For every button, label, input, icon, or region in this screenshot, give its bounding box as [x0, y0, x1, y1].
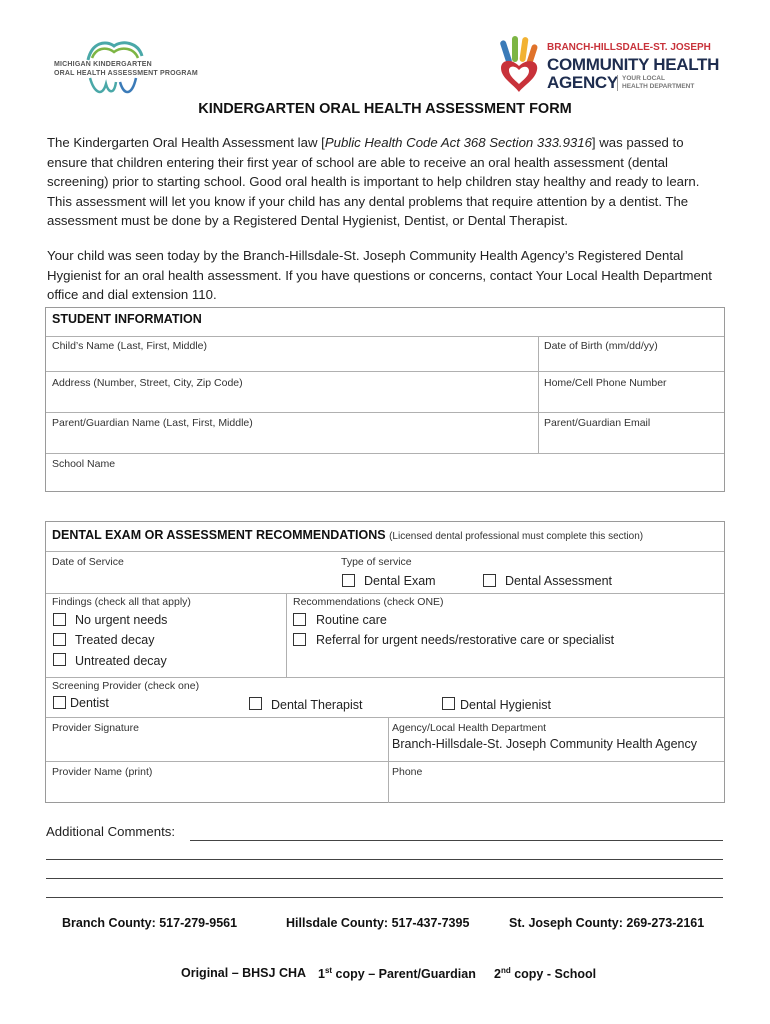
- provider-phone-field[interactable]: Phone: [392, 766, 423, 778]
- dental-assessment-label: Dental Assessment: [505, 574, 612, 588]
- dentist-label: Dentist: [70, 696, 109, 710]
- student-info-heading: STUDENT INFORMATION: [52, 312, 202, 326]
- copy-original: Original – BHSJ CHA: [181, 966, 307, 980]
- dental-exam-section: [45, 521, 725, 803]
- provider-name-field[interactable]: Provider Name (print): [52, 766, 153, 778]
- logo-program-line1: MICHIGAN KINDERGARTEN: [54, 61, 152, 68]
- copy2-text: copy - School: [510, 967, 597, 982]
- school-name-field[interactable]: School Name: [52, 458, 116, 470]
- student-information-section: [45, 307, 725, 492]
- michigan-program-logo: [48, 36, 198, 102]
- untreated-decay-checkbox[interactable]: [53, 653, 66, 666]
- screening-provider-label: Screening Provider (check one): [52, 680, 200, 692]
- agency-label: Agency/Local Health Department: [392, 722, 547, 734]
- comments-line-4[interactable]: [46, 897, 723, 898]
- logo-program-line2: ORAL HEALTH ASSESSMENT PROGRAM: [54, 70, 198, 77]
- referral-checkbox[interactable]: [293, 633, 306, 646]
- agency-tag-line1: YOUR LOCAL: [622, 75, 665, 82]
- date-of-service-field[interactable]: Date of Service: [52, 556, 124, 568]
- dental-exam-checkbox[interactable]: [342, 574, 355, 587]
- comments-line-1[interactable]: [190, 840, 723, 841]
- provider-signature-field[interactable]: Provider Signature: [52, 722, 139, 734]
- copy-first: [318, 966, 476, 981]
- dental-hygienist-checkbox[interactable]: [442, 697, 455, 710]
- dental-exam-label: Dental Exam: [364, 574, 436, 588]
- dental-therapist-checkbox[interactable]: [249, 697, 262, 710]
- page-title: KINDERGARTEN ORAL HEALTH ASSESSMENT FORM: [198, 101, 572, 117]
- copy1-num: 1: [318, 967, 325, 982]
- dental-heading-note: (Licensed dental professional must complete this section): [389, 531, 644, 542]
- copy2-num: 2: [494, 967, 501, 982]
- hand-logo-icon: [495, 34, 545, 96]
- no-urgent-needs-checkbox[interactable]: [53, 613, 66, 626]
- comments-line-2[interactable]: [46, 859, 723, 860]
- intro-p1-start: The Kindergarten Oral Health Assessment law [: [47, 135, 325, 150]
- tooth-logo-icon: [48, 36, 188, 102]
- phone-number-field[interactable]: Home/Cell Phone Number: [544, 377, 667, 389]
- intro-paragraph-1: [47, 133, 719, 231]
- intro-p1-end: ] was passed to ensure that children entering their first year of school are able to receive an oral health assessment (dental screening) prior to starting school. Good oral health is important to help children stay healthy and ready to learn. This assessment will let you know if your child has any dental problems that require attention by a dentist. The assessment must be done by a Registered Dental Hygienist, Dentist, or Dental Therapist.: [47, 135, 700, 228]
- agency-tag-line2: HEALTH DEPARTMENT: [622, 83, 695, 90]
- comments-line-3[interactable]: [46, 878, 723, 879]
- type-of-service-label: Type of service: [341, 556, 412, 568]
- dentist-checkbox[interactable]: [53, 696, 66, 709]
- additional-comments-label: Additional Comments:: [46, 824, 176, 839]
- no-urgent-needs-label: No urgent needs: [75, 613, 168, 627]
- child-name-field[interactable]: Child’s Name (Last, First, Middle): [52, 340, 208, 352]
- copy1-sup: st: [324, 966, 333, 975]
- parent-email-field[interactable]: Parent/Guardian Email: [544, 417, 651, 429]
- date-of-birth-field[interactable]: Date of Birth (mm/dd/yy): [544, 340, 658, 352]
- findings-label: Findings (check all that apply): [52, 596, 191, 608]
- agency-value: Branch-Hillsdale-St. Joseph Community Health Agency: [392, 737, 697, 751]
- copy-second: [494, 966, 596, 981]
- stjoseph-county-phone: St. Joseph County: 269-273-2161: [509, 916, 705, 930]
- dental-hygienist-label: Dental Hygienist: [460, 698, 552, 712]
- address-field[interactable]: Address (Number, Street, City, Zip Code): [52, 377, 243, 389]
- untreated-decay-label: Untreated decay: [75, 654, 167, 668]
- agency-logo: [495, 34, 720, 96]
- hillsdale-county-phone: Hillsdale County: 517-437-7395: [286, 916, 470, 930]
- dental-exam-heading: [52, 528, 643, 542]
- dental-therapist-label: Dental Therapist: [271, 698, 363, 712]
- copy1-text: copy – Parent/Guardian: [332, 967, 476, 982]
- branch-county-phone: Branch County: 517-279-9561: [62, 916, 238, 930]
- parent-name-field[interactable]: Parent/Guardian Name (Last, First, Middle): [52, 417, 253, 429]
- copy2-sup: nd: [500, 966, 511, 975]
- agency-logo-top: BRANCH-HILLSDALE-ST. JOSEPH: [547, 42, 711, 53]
- agency-logo-bot: AGENCY: [547, 73, 618, 92]
- intro-paragraph-2: Your child was seen today by the Branch-Hillsdale-St. Joseph Community Health Agency’s Registered Dental Hygienist for an oral health assessment. If you have questions or concerns, contact Your Local Health Department office and dial extension 110.: [47, 248, 712, 302]
- treated-decay-label: Treated decay: [75, 633, 155, 647]
- referral-label: Referral for urgent needs/restorative care or specialist: [316, 633, 615, 647]
- agency-logo-mid: COMMUNITY HEALTH: [547, 55, 720, 74]
- agency-logo-tagline: [617, 75, 694, 91]
- dental-assessment-checkbox[interactable]: [483, 574, 496, 587]
- dental-heading-text: DENTAL EXAM OR ASSESSMENT RECOMMENDATIONS: [52, 528, 386, 542]
- treated-decay-checkbox[interactable]: [53, 633, 66, 646]
- intro-p1-law-citation: Public Health Code Act 368 Section 333.9316: [324, 135, 592, 150]
- routine-care-checkbox[interactable]: [293, 613, 306, 626]
- routine-care-label: Routine care: [316, 613, 387, 627]
- recommendations-label: Recommendations (check ONE): [293, 596, 444, 608]
